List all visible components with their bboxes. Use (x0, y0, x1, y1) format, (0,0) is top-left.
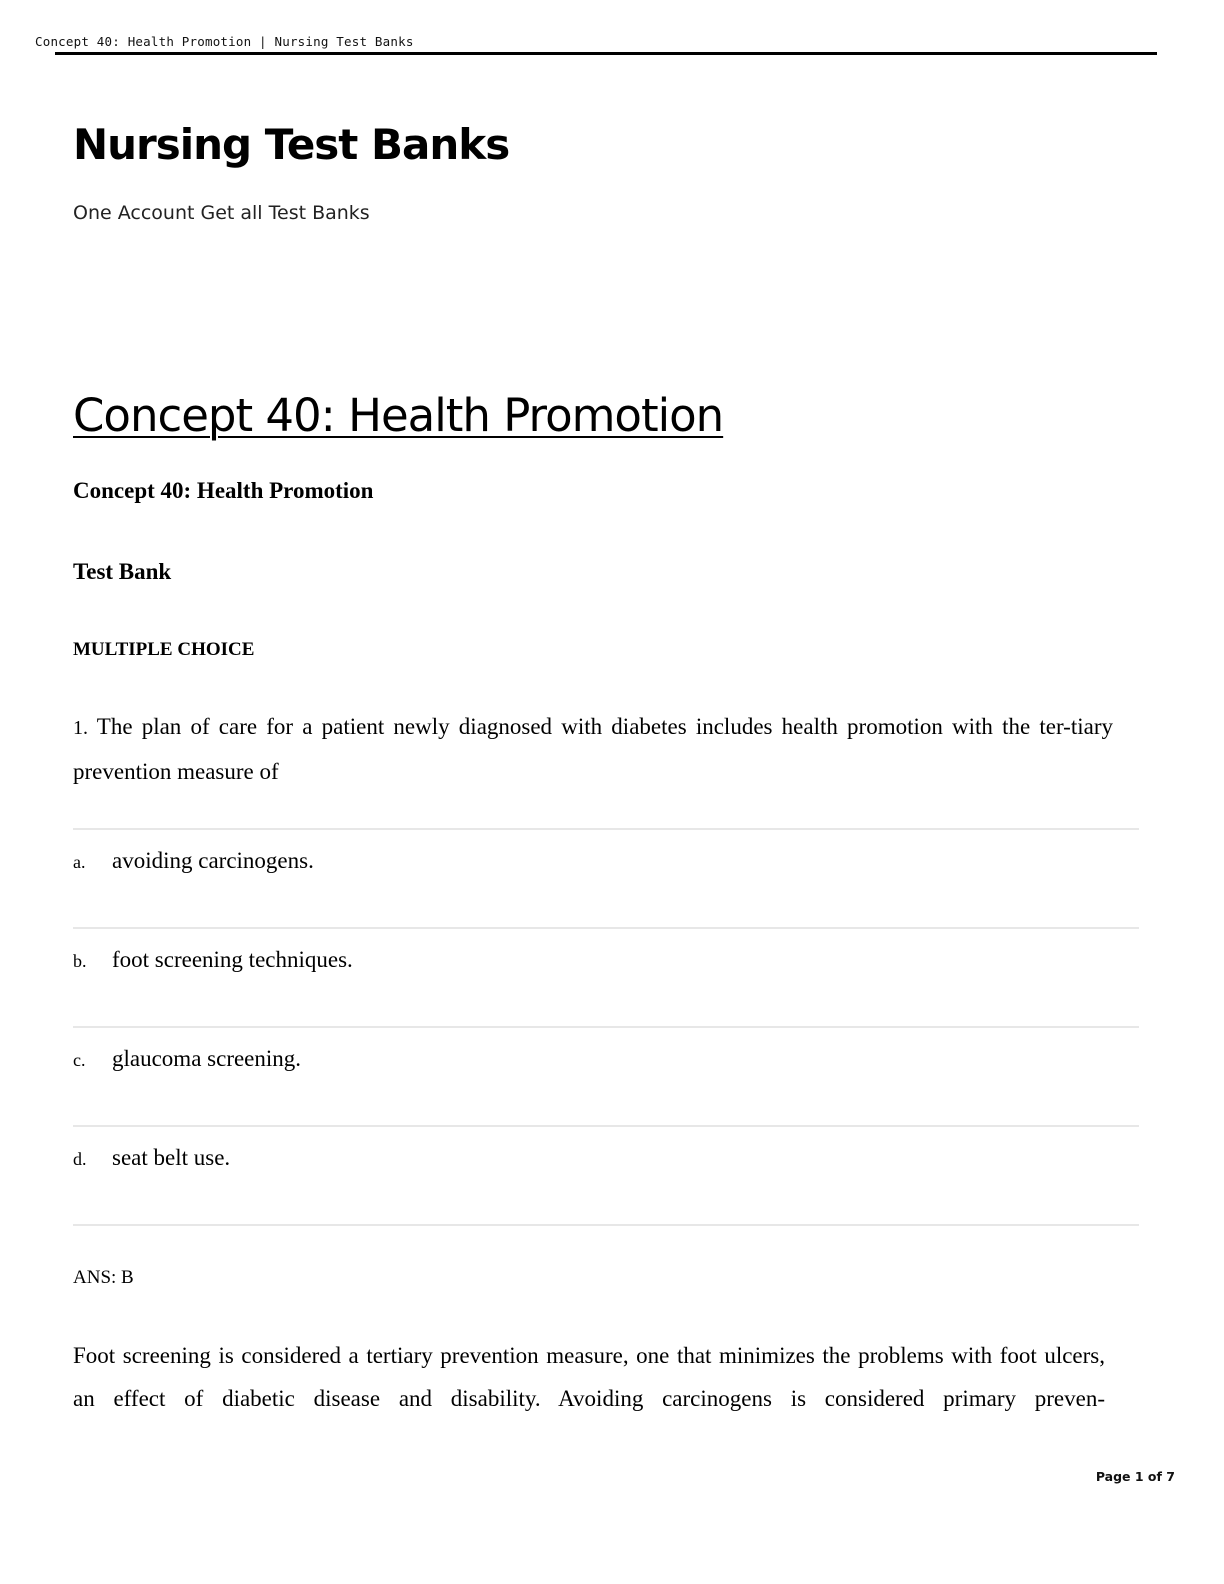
section-label: MULTIPLE CHOICE (73, 639, 255, 660)
option-letter: c. (73, 1050, 86, 1070)
option-letter: a. (73, 852, 86, 872)
option-item (73, 929, 1139, 1028)
page-number: Page 1 of 7 (1095, 1469, 1175, 1484)
print-header-title: Concept 40: Health Promotion | Nursing Test Banks (35, 34, 414, 49)
concept-subheading: Concept 40: Health Promotion (73, 478, 374, 503)
question-text: The plan of care for a patient newly diagnosed with diabetes includes health promotion with the ter-tiary prevention measure of (73, 714, 1113, 784)
answer-options-list (73, 828, 1139, 1226)
option-letter: d. (73, 1149, 87, 1169)
option-letter: b. (73, 951, 87, 971)
test-bank-label: Test Bank (73, 559, 172, 584)
site-tagline: One Account Get all Test Banks (73, 202, 370, 224)
option-item (73, 830, 1139, 929)
rationale-text: Foot screening is considered a tertiary prevention measure, one that minimizes the problems with foot ulcers, an effect of diabetic disease and disability. Avoiding carcinogens is considered primary preven- (73, 1343, 1105, 1411)
option-item (73, 1127, 1139, 1226)
option-text: avoiding carcinogens. (112, 848, 314, 873)
option-text: foot screening techniques. (112, 947, 353, 972)
option-text: seat belt use. (112, 1145, 231, 1170)
post-title-link[interactable]: Concept 40: Health Promotion (73, 389, 724, 442)
question-stem (73, 705, 1113, 793)
option-item (73, 1028, 1139, 1127)
header-divider (55, 52, 1157, 55)
site-title[interactable]: Nursing Test Banks (73, 120, 510, 169)
option-text: glaucoma screening. (112, 1046, 302, 1071)
question-number: 1. (73, 717, 88, 739)
answer-key: ANS: B (73, 1267, 134, 1288)
